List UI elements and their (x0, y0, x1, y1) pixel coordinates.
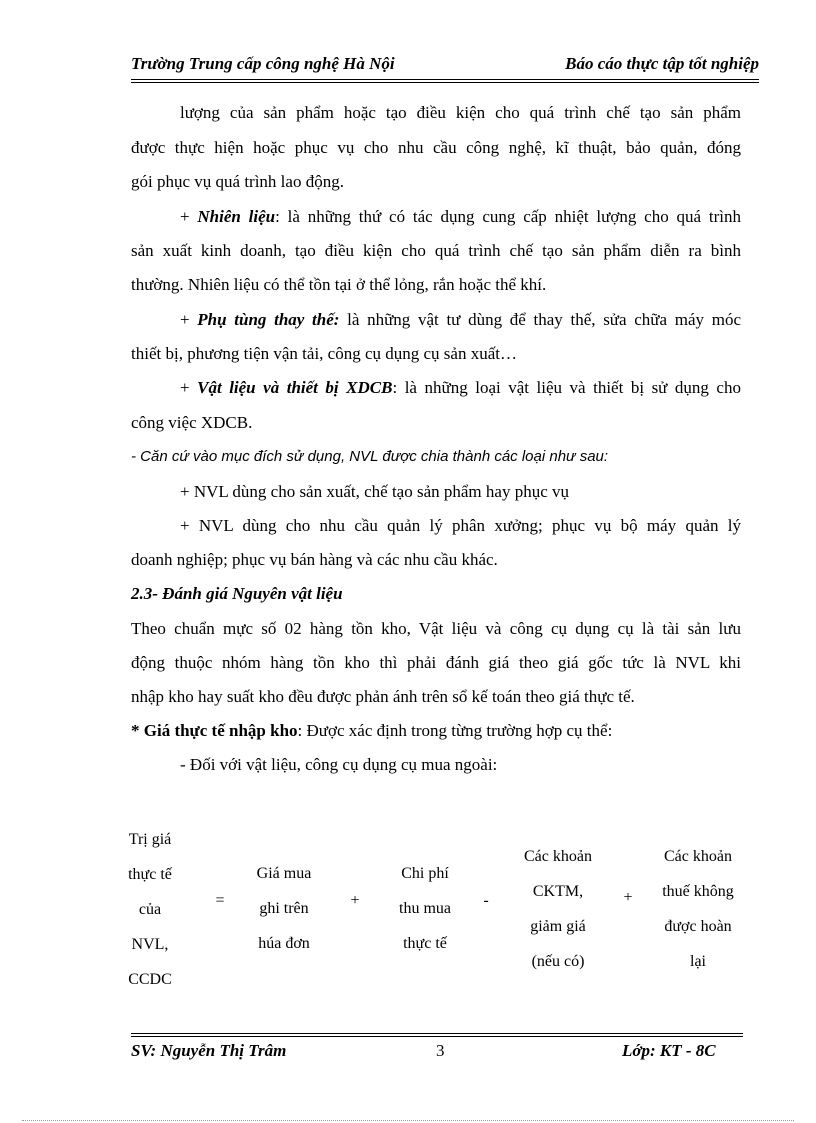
footer-divider (131, 1033, 743, 1037)
purpose-item-1: + NVL dùng cho sản xuất, chế tạo sản phẩm hay phục vụ (180, 482, 569, 501)
purpose-intro: - Căn cứ vào mục đích sử dụng, NVL được chia thành các loại như sau: (131, 448, 609, 465)
purpose-item-2: + NVL dùng cho nhu cầu quản lý phân xưởng; phục vụ bộ máy quản lý (180, 516, 741, 535)
footer-student: SV: Nguyễn Thị Trâm (131, 1041, 287, 1060)
spare-parts-item: + Phụ tùng thay thế: là những vật tư dùng để thay thế, sửa chữa máy móc (180, 310, 741, 329)
xdcb-term: Vật liệu và thiết bị XDCB (197, 378, 393, 397)
xdcb-item: + Vật liệu và thiết bị XDCB: là những loại vật liệu và thiết bị sử dụng cho (180, 378, 741, 397)
formula-equals: = (215, 892, 225, 909)
formula-term-purchase-price: Giá mua ghi trên húa đơn (256, 865, 312, 952)
import-price-line: * Giá thực tế nhập kho: Được xác định trong từng trường hợp cụ thể: (131, 721, 613, 740)
fuel-term: Nhiên liệu (197, 207, 276, 226)
paragraph-line: nhập kho hay suất kho đều được phản ánh trên sổ kế toán theo giá thực tế. (131, 687, 635, 706)
formula-term-purchase-cost: Chi phí thu mua thực tế (399, 865, 451, 952)
paragraph-line: động thuộc nhóm hàng tồn kho thì phải đánh giá theo giá gốc tức là NVL khi (131, 653, 741, 672)
fuel-item: + Nhiên liệu: là những thứ có tác dụng cung cấp nhiệt lượng cho quá trình (180, 207, 741, 226)
formula-minus: - (483, 892, 489, 909)
section-title: 2.3- Đánh giá Nguyên vật liệu (131, 584, 343, 603)
paragraph-line: gói phục vụ quá trình lao động. (131, 172, 344, 191)
paragraph-line: doanh nghiệp; phục vụ bán hàng và các nhu cầu khác. (131, 550, 498, 569)
formula-term-discounts: Các khoản CKTM, giảm giá (nếu có) (524, 848, 592, 970)
paragraph-line: lượng của sản phẩm hoặc tạo điều kiện cho quá trình chế tạo sản phẩm (180, 103, 741, 122)
formula-plus: + (623, 889, 633, 906)
purchase-line: - Đối với vật liệu, công cụ dụng cụ mua ngoài: (180, 755, 498, 774)
page-header (131, 50, 759, 80)
formula-term-nonrefundable-tax: Các khoản thuế không được hoàn lại (662, 848, 734, 970)
paragraph-line: được thực hiện hoặc phục vụ cho nhu cầu công nghệ, kĩ thuật, bảo quản, đóng (131, 138, 741, 157)
header-divider (131, 79, 759, 83)
import-price-label: * Giá thực tế nhập kho (131, 721, 298, 740)
footer-class: Lớp: KT - 8C (622, 1041, 716, 1060)
header-report-title: Báo cáo thực tập tốt nghiệp (565, 54, 759, 73)
paragraph-line: thiết bị, phương tiện vận tải, công cụ dụng cụ sản xuất… (131, 344, 517, 363)
page-boundary (22, 1120, 794, 1121)
formula-plus: + (350, 892, 360, 909)
page-number: 3 (436, 1041, 445, 1060)
paragraph-line: sản xuất kinh doanh, tạo điều kiện cho quá trình chế tạo sản phẩm diễn ra bình (131, 241, 741, 260)
paragraph-line: Theo chuẩn mực số 02 hàng tồn kho, Vật liệu và công cụ dụng cụ là tài sản lưu (131, 619, 741, 638)
paragraph-line: công việc XDCB. (131, 413, 253, 432)
paragraph-line: thường. Nhiên liệu có thể tồn tại ở thể lỏng, rắn hoặc thể khí. (131, 275, 547, 294)
spare-parts-term: Phụ tùng thay thế: (197, 310, 340, 329)
header-school: Trường Trung cấp công nghệ Hà Nội (131, 54, 395, 73)
formula-term-actual-value: Trị giá thực tế của NVL, CCDC (128, 831, 172, 988)
